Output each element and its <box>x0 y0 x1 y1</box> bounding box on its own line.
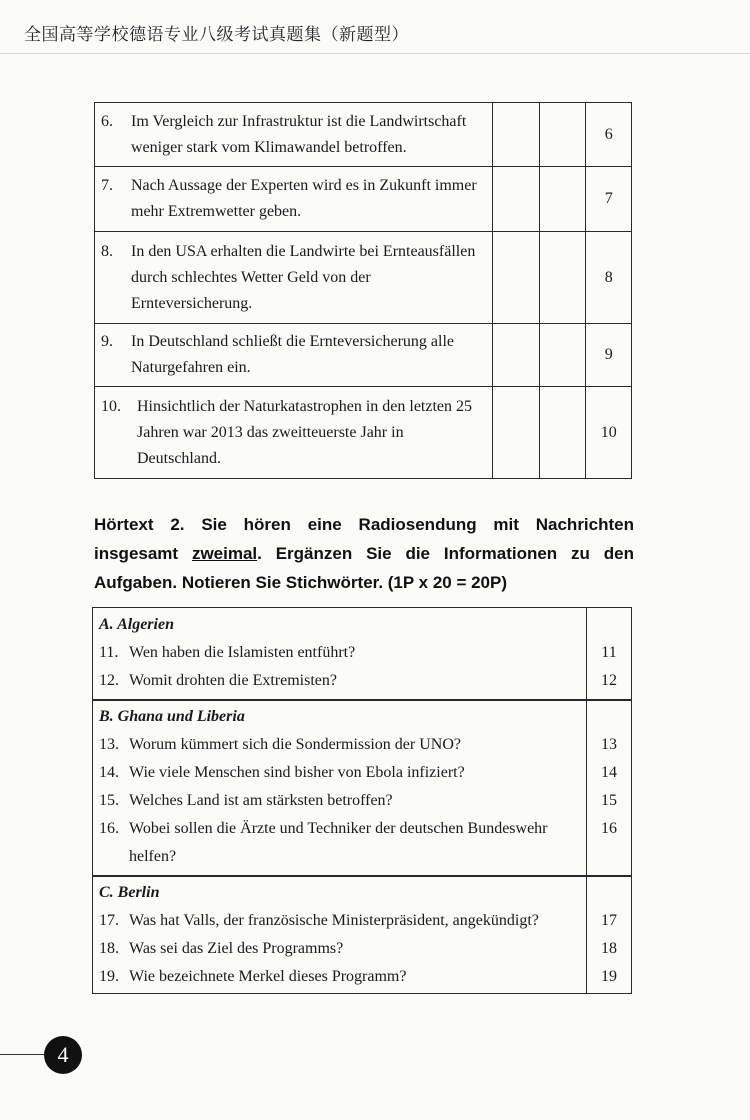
true-false-table <box>94 102 632 479</box>
page-number-badge: 4 <box>44 1036 82 1074</box>
statement-text: Im Vergleich zur Infrastruktur ist die Landwirtschaft weniger stark vom Klimawandel betroffen. <box>131 112 467 156</box>
answer-box-richtig[interactable] <box>493 324 540 387</box>
list-item: 13. Worum kümmert sich die Sondermission der UNO? <box>99 731 580 759</box>
item-number: 9 <box>586 324 632 387</box>
answer-box-falsch[interactable] <box>539 324 586 387</box>
question-text: Worum kümmert sich die Sondermission der UNO? <box>129 736 461 753</box>
statement-number: 7. <box>101 177 113 194</box>
footer-rule <box>0 1054 48 1055</box>
list-item: 12. Womit drohten die Extremisten? <box>99 667 580 695</box>
item-number: 6 <box>586 103 632 167</box>
item-number: 10 <box>586 387 632 479</box>
list-item: 16. Wobei sollen die Ärzte und Techniker der deutschen Bundeswehr helfen? <box>99 815 580 871</box>
table-row <box>95 387 632 479</box>
answer-box-falsch[interactable] <box>539 103 586 167</box>
answer-box-falsch[interactable] <box>539 387 586 479</box>
section-title: C. Berlin <box>99 884 160 901</box>
answer-box-falsch[interactable] <box>539 167 586 232</box>
statement-text: In Deutschland schließt die Ernteversicherung alle Naturgefahren ein. <box>131 333 454 376</box>
statement-text: Hinsichtlich der Naturkatastrophen in den letzten 25 Jahren war 2013 das zweitteuerste Jahr in Deutschland. <box>137 397 473 467</box>
answer-box-richtig[interactable] <box>493 387 540 479</box>
answer-box-richtig[interactable] <box>493 232 540 324</box>
statement-text: In den USA erhalten die Landwirte bei Ernteausfällen durch schlechtes Wetter Geld von der Ernteversicherung. <box>131 242 476 312</box>
table-row <box>95 324 632 387</box>
question-text: Wobei sollen die Ärzte und Techniker der deutschen Bundeswehr helfen? <box>129 820 548 865</box>
answer-box-richtig[interactable] <box>493 167 540 232</box>
question-text: Was sei das Ziel des Programms? <box>129 940 344 957</box>
answer-box-falsch[interactable] <box>539 232 586 324</box>
list-item: 15. Welches Land ist am stärksten betroffen? <box>99 787 580 815</box>
question-text: Wen haben die Islamisten entführt? <box>129 644 356 661</box>
question-text: Womit drohten die Extremisten? <box>129 672 337 689</box>
statement-text: Nach Aussage der Experten wird es in Zukunft immer mehr Extremwetter geben. <box>131 177 477 220</box>
question-text: Wie viele Menschen sind bisher von Ebola infiziert? <box>129 764 465 781</box>
question-text: Wie bezeichnete Merkel dieses Programm? <box>129 968 407 985</box>
section-title: B. Ghana und Liberia <box>99 708 245 725</box>
answer-number-column[interactable]: 13 14 15 16 <box>601 736 617 837</box>
emphasis-underlined: zweimal <box>191 544 258 563</box>
question-section-algerien <box>92 607 632 701</box>
list-item: 17. Was hat Valls, der französische Ministerpräsident, angekündigt? <box>99 907 580 935</box>
statement-number: 10. <box>101 397 121 415</box>
header-divider <box>0 53 750 54</box>
statement-number: 9. <box>101 333 113 350</box>
list-item: 19. Wie bezeichnete Merkel dieses Programm? <box>99 963 580 991</box>
question-section-berlin <box>92 875 632 994</box>
list-item: 11. Wen haben die Islamisten entführt? <box>99 639 580 667</box>
table-row <box>95 103 632 167</box>
question-text: Welches Land ist am stärksten betroffen? <box>129 792 393 809</box>
table-row <box>95 167 632 232</box>
question-text: Was hat Valls, der französische Ministerpräsident, angekündigt? <box>129 912 539 929</box>
item-number: 7 <box>586 167 632 232</box>
answer-box-richtig[interactable] <box>493 103 540 167</box>
answer-number-column[interactable]: 17 18 19 <box>601 912 617 985</box>
statement-number: 8. <box>101 242 113 260</box>
list-item: 18. Was sei das Ziel des Programms? <box>99 935 580 963</box>
section-heading: Hörtext 2. Sie hören eine Radiosendung mit Nachrichten insgesamt zweimal. Ergänzen Sie die Informationen zu den Aufgaben. Notieren Sie Stichwörter. (1P x 20 = 20P) <box>94 515 634 592</box>
answer-number-column[interactable]: 11 12 <box>601 644 617 689</box>
question-section-ghana-liberia <box>92 699 632 877</box>
item-number: 8 <box>586 232 632 324</box>
table-row <box>95 232 632 324</box>
statement-number: 6. <box>101 112 113 130</box>
running-header: 全国高等学校德语专业八级考试真题集（新题型） <box>24 25 409 45</box>
section-title: A. Algerien <box>99 616 174 633</box>
list-item: 14. Wie viele Menschen sind bisher von Ebola infiziert? <box>99 759 580 787</box>
